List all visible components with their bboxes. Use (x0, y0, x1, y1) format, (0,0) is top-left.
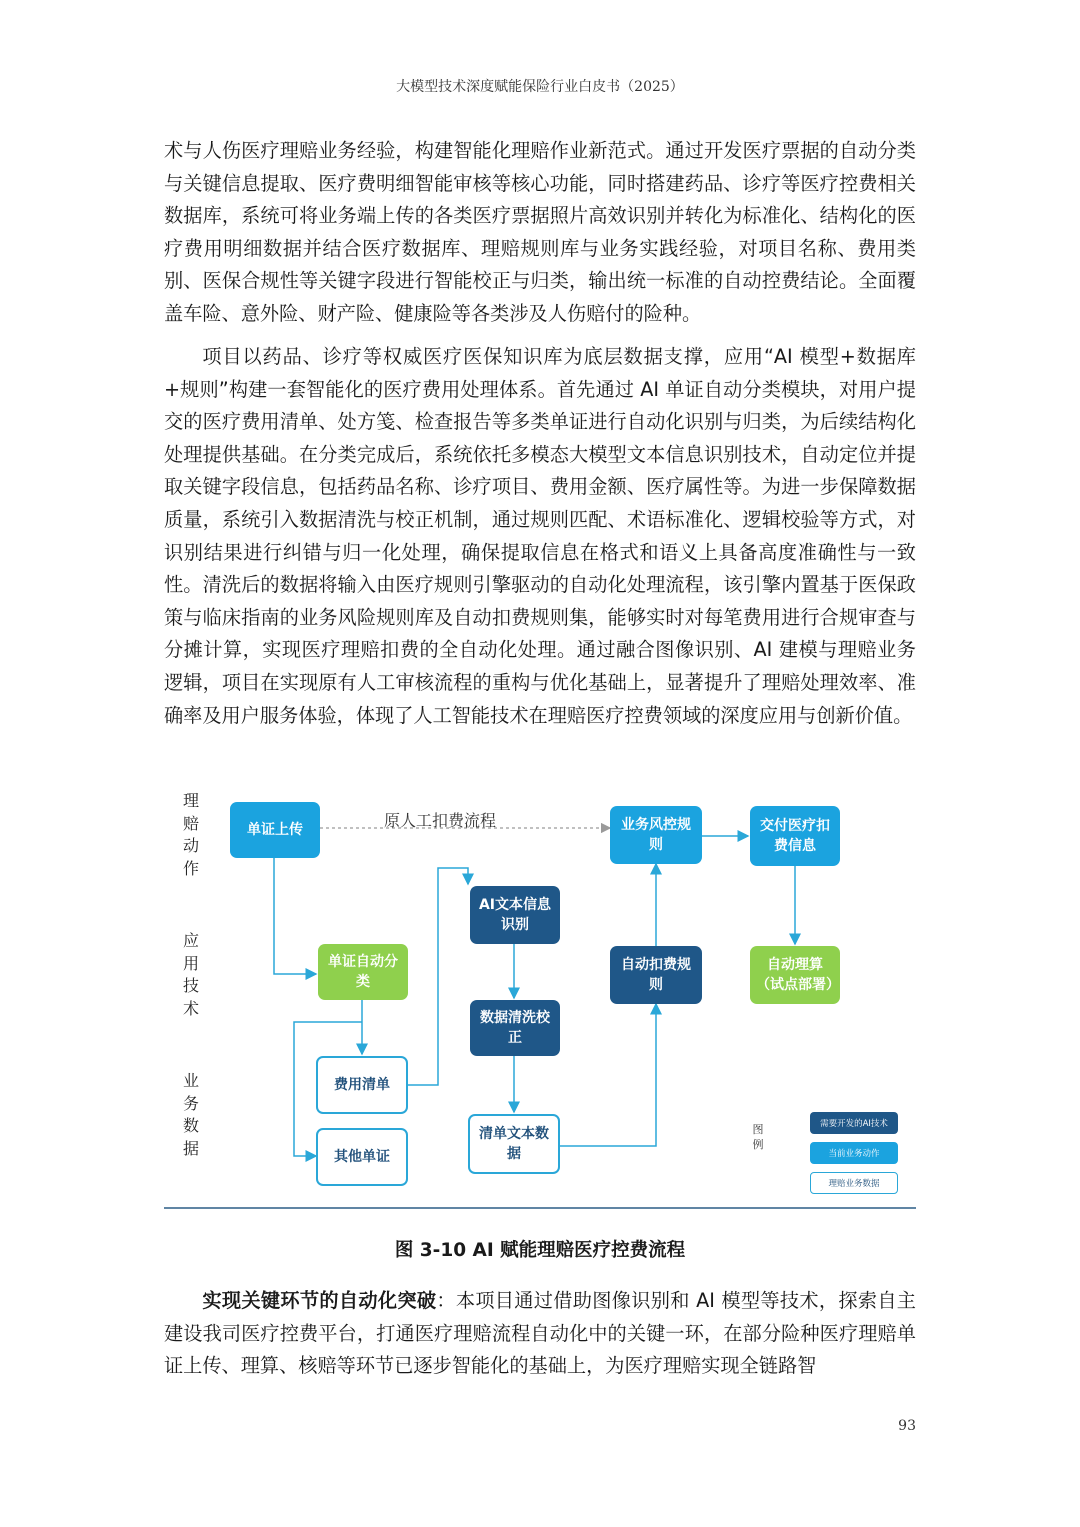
paragraph-2 (164, 341, 916, 732)
page-header: 大模型技术深度赋能保险行业白皮书（2025） (396, 79, 684, 95)
node-classify: 单证自动分类 (318, 944, 408, 1000)
arrow-upload-to-classify (274, 858, 316, 974)
node-ai-text: AI文本信息识别 (470, 886, 560, 944)
row-label-tech: 应用技术 (182, 931, 199, 1018)
flow-diagram (164, 784, 916, 1214)
arrow-list-text-to-deduct (560, 1004, 656, 1146)
paragraph-2-text: 项目以药品、诊疗等权威医疗医保知识库为底层数据支撑，应用“AI 模型+数据库+规则”构建一套智能化的医疗费用处理体系。首先通过 AI 单证自动分类模块，对用户提交的医疗费用清单、处方笺、检查报告等多类单证进行自动化识别与归类，为后续结构化处理提供基础。在分类完成后，系统依托多模态大模型文本信息识别技术，自动定位并提取关键字段信息，包括药品名称、诊疗项目、费用金额、医疗属性等。为进一步保障数据质量，系统引入数据清洗与校正机制，通过规则匹配、术语标准化、逻辑校验等方式，对识别结果进行纠错与归一化处理，确保提取信息在格式和语义上具备高度准确性与一致性。清洗后的数据将输入由医疗规则引擎驱动的自动化处理流程，该引擎内置基于医保政策与临床指南的业务风险规则库及自动扣费规则集，能够实时对每笔费用进行合规审查与分摊计算，实现医疗理赔扣费的全自动化处理。通过融合图像识别、AI 建模与理赔业务逻辑，项目在实现原有人工审核流程的重构与优化基础上，显著提升了理赔处理效率、准确率及用户服务体验，体现了人工智能技术在理赔医疗控费领域的深度应用与创新价值。 (164, 345, 916, 727)
paragraph-1-text: 术与人伤医疗理赔业务经验，构建智能化理赔作业新范式。通过开发医疗票据的自动分类与关键信息提取、医疗费明细智能审核等核心功能，同时搭建药品、诊疗等医疗控费相关数据库，系统可将业务端上传的各类医疗票据照片高效识别并转化为标准化、结构化的医疗费用明细数据并结合医疗数据库、理赔规则库与业务实践经验，对项目名称、费用类别、医保合规性等关键字段进行智能校正与归类，输出统一标准的自动控费结论。全面覆盖车险、意外险、财产险、健康险等各类涉及人伤赔付的险种。 (164, 139, 916, 325)
paragraph-3-rest: ：本项目通过借助图像识别和 AI 模型等技术，探索自主建设我司医疗控费平台，打通医疗理赔流程自动化中的关键一环，在部分险种医疗理赔单证上传、理算、核赔等环节已逐步智能化的基础上，为医疗理赔实现全链路智 (164, 1289, 916, 1378)
dashed-flow-label: 原人工扣费流程 (384, 811, 497, 830)
node-auto-settle: 自动理算（试点部署） (750, 946, 840, 1004)
node-data-clean: 数据清洗校正 (470, 1000, 560, 1056)
node-auto-deduct: 自动扣费规则 (610, 946, 702, 1004)
node-deliver-info: 交付医疗扣费信息 (750, 806, 840, 866)
row-label-data: 业务数据 (182, 1071, 199, 1158)
arrow-fee-list-to-ai-text (408, 868, 468, 1085)
node-other-docs: 其他单证 (316, 1128, 408, 1186)
paragraph-3 (164, 1285, 916, 1383)
page-number: 93 (898, 1418, 916, 1434)
node-risk-rules: 业务风控规则 (610, 806, 702, 864)
figure-caption: 图 3-10 AI 赋能理赔医疗控费流程 (394, 1240, 686, 1261)
legend-current-action: 当前业务动作 (810, 1142, 898, 1164)
node-upload: 单证上传 (230, 802, 320, 858)
paragraph-3-bold-lead: 实现关键环节的自动化突破 (202, 1289, 437, 1312)
node-fee-list: 费用清单 (316, 1056, 408, 1114)
node-list-text: 清单文本数据 (468, 1114, 560, 1174)
paragraph-1 (164, 135, 916, 331)
paragraph-3-text (164, 1285, 916, 1383)
row-label-action: 理赔动作 (182, 791, 199, 878)
legend-title: 图例 (752, 1123, 764, 1151)
legend-ai-tech: 需要开发的AI技术 (810, 1112, 898, 1134)
legend-claim-data: 理赔业务数据 (810, 1172, 898, 1194)
